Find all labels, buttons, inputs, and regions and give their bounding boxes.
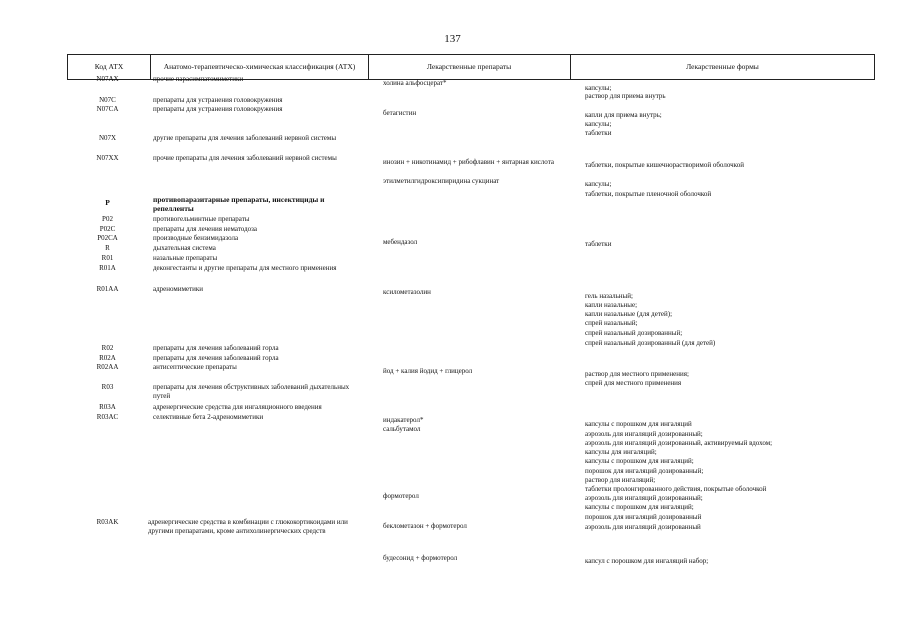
drug-cell: беклометазон + формотерол — [383, 522, 467, 530]
classification-cell: адренергические средства для ингаляционного введения — [153, 403, 322, 411]
form-line: таблетки — [585, 240, 612, 248]
form-line: раствор для местного применения; — [585, 370, 689, 378]
form-line: аэрозоль для ингаляций дозированный; — [585, 430, 703, 438]
header-code: Код АТХ — [94, 62, 124, 71]
classification-cell: препараты для лечения заболеваний горла — [153, 354, 279, 362]
code-cell: R02 — [101, 344, 114, 352]
form-line: аэрозоль для ингаляций дозированный; — [585, 494, 703, 502]
form-line: спрей назальный дозированный; — [585, 329, 683, 337]
drug-cell: ксилометазолин — [383, 288, 431, 296]
classification-cell: производные бензимидазола — [153, 234, 239, 242]
classification-cell: противогельминтные препараты — [153, 215, 250, 223]
form-line: аэрозоль для ингаляций дозированный — [585, 523, 701, 531]
code-cell: R03A — [99, 403, 116, 411]
classification-cell: антисептические препараты — [153, 363, 237, 371]
form-line: аэрозоль для ингаляций дозированный, активируемый вдохом; — [585, 439, 773, 447]
code-cell: R01AA — [96, 285, 119, 293]
code-cell: N07X — [98, 134, 117, 142]
classification-cell: деконгестанты и другие препараты для местного применения — [153, 264, 337, 272]
code-cell: R03AK — [96, 518, 119, 526]
form-line: капли для приема внутрь; — [585, 111, 662, 119]
code-cell: N07AX — [96, 75, 119, 83]
code-cell: R02A — [99, 354, 116, 362]
form-line: раствор для ингаляций; — [585, 476, 656, 484]
drug-cell: бетагистин — [383, 109, 417, 117]
form-line: капсулы с порошком для ингаляций; — [585, 503, 694, 511]
header-drugs: Лекарственные препараты — [426, 62, 512, 71]
classification-cell: селективные бета 2-адреномиметики — [153, 413, 264, 421]
drug-cell: холина альфосцерат* — [383, 79, 447, 87]
drug-cell: йод + калия йодид + глицерол — [383, 367, 473, 375]
drug-cell: мебендазол — [383, 238, 418, 246]
form-line: капли назальные (для детей); — [585, 310, 673, 318]
code-cell: N07XX — [96, 154, 119, 162]
form-line: порошок для ингаляций дозированный — [585, 513, 702, 521]
code-cell: N07CA — [96, 105, 119, 113]
classification-cell: препараты для лечения заболеваний горла — [153, 344, 279, 352]
classification-cell: назальные препараты — [153, 254, 218, 262]
header-classification: Анатомо-терапевтическо-химическая классификация (АТХ) — [163, 62, 356, 71]
drug-cell: будесонид + формотерол — [383, 554, 458, 562]
classification-cell: препараты для устранения головокружения — [153, 96, 283, 104]
code-cell: R03AC — [96, 413, 119, 421]
classification-cell: адреномиметики — [153, 285, 204, 293]
classification-cell: другие препараты для лечения заболеваний нервной системы — [153, 134, 337, 142]
form-line: капсулы; — [585, 180, 612, 188]
form-line: раствор для приема внутрь — [585, 92, 666, 100]
code-cell: N07C — [99, 96, 116, 104]
drug-cell: сальбутамол — [383, 425, 421, 433]
form-line: капли назальные; — [585, 301, 638, 309]
form-line: порошок для ингаляций дозированный; — [585, 467, 704, 475]
code-cell: P02C — [99, 225, 116, 233]
classification-cell: прочие препараты для лечения заболеваний нервной системы — [153, 154, 337, 162]
code-cell: P02CA — [97, 234, 118, 242]
form-line: капсулы для ингаляций; — [585, 448, 657, 456]
code-cell: R — [105, 244, 110, 252]
form-line: гель назальный; — [585, 292, 633, 300]
form-line: таблетки — [585, 129, 612, 137]
form-line: капсулы с порошком для ингаляций — [585, 420, 692, 428]
form-line: капсулы с порошком для ингаляций; — [585, 457, 694, 465]
header-forms: Лекарственные формы — [686, 62, 759, 71]
drug-cell: этилметилгидроксипиридина сукцинат — [383, 177, 500, 185]
form-line: таблетки, покрытые кишечнорастворимой оболочкой — [585, 161, 744, 169]
classification-cell: адренергические средства в комбинации с глюкокортикоидами или другими препаратами, кроме антихолинергических средств — [148, 518, 348, 535]
drug-cell: индакатерол* — [383, 416, 424, 424]
form-line: таблетки пролонгированного действия, покрытые оболочкой — [585, 485, 767, 493]
form-line: капсулы; — [585, 84, 612, 92]
code-cell: R01 — [101, 254, 114, 262]
classification-cell: препараты для устранения головокружения — [153, 105, 283, 113]
form-line: капсул с порошком для ингаляций набор; — [585, 557, 709, 565]
form-line: спрей для местного применения — [585, 379, 682, 387]
page-number: 137 — [444, 33, 461, 45]
classification-cell: прочие парасимпатомиметики — [153, 75, 244, 83]
classification-cell: противопаразитарные препараты, инсектициды и репелленты — [153, 195, 325, 213]
code-cell: P — [105, 198, 110, 207]
form-line: спрей назальный; — [585, 319, 638, 327]
code-cell: R01A — [99, 264, 116, 272]
classification-cell: препараты для лечения обструктивных заболеваний дыхательных путей — [153, 383, 350, 400]
classification-cell: препараты для лечения нематодоза — [153, 225, 258, 233]
form-line: спрей назальный дозированный (для детей) — [585, 339, 716, 347]
form-line: таблетки, покрытые пленочной оболочкой — [585, 190, 712, 198]
code-cell: P02 — [102, 215, 113, 223]
code-cell: R02AA — [96, 363, 119, 371]
drug-cell: формотерол — [383, 492, 419, 500]
form-line: капсулы; — [585, 120, 612, 128]
code-cell: R03 — [101, 383, 114, 391]
drug-cell: инозин + никотинамид + рибофлавин + янтарная кислота — [383, 158, 554, 166]
classification-cell: дыхательная система — [153, 244, 216, 252]
